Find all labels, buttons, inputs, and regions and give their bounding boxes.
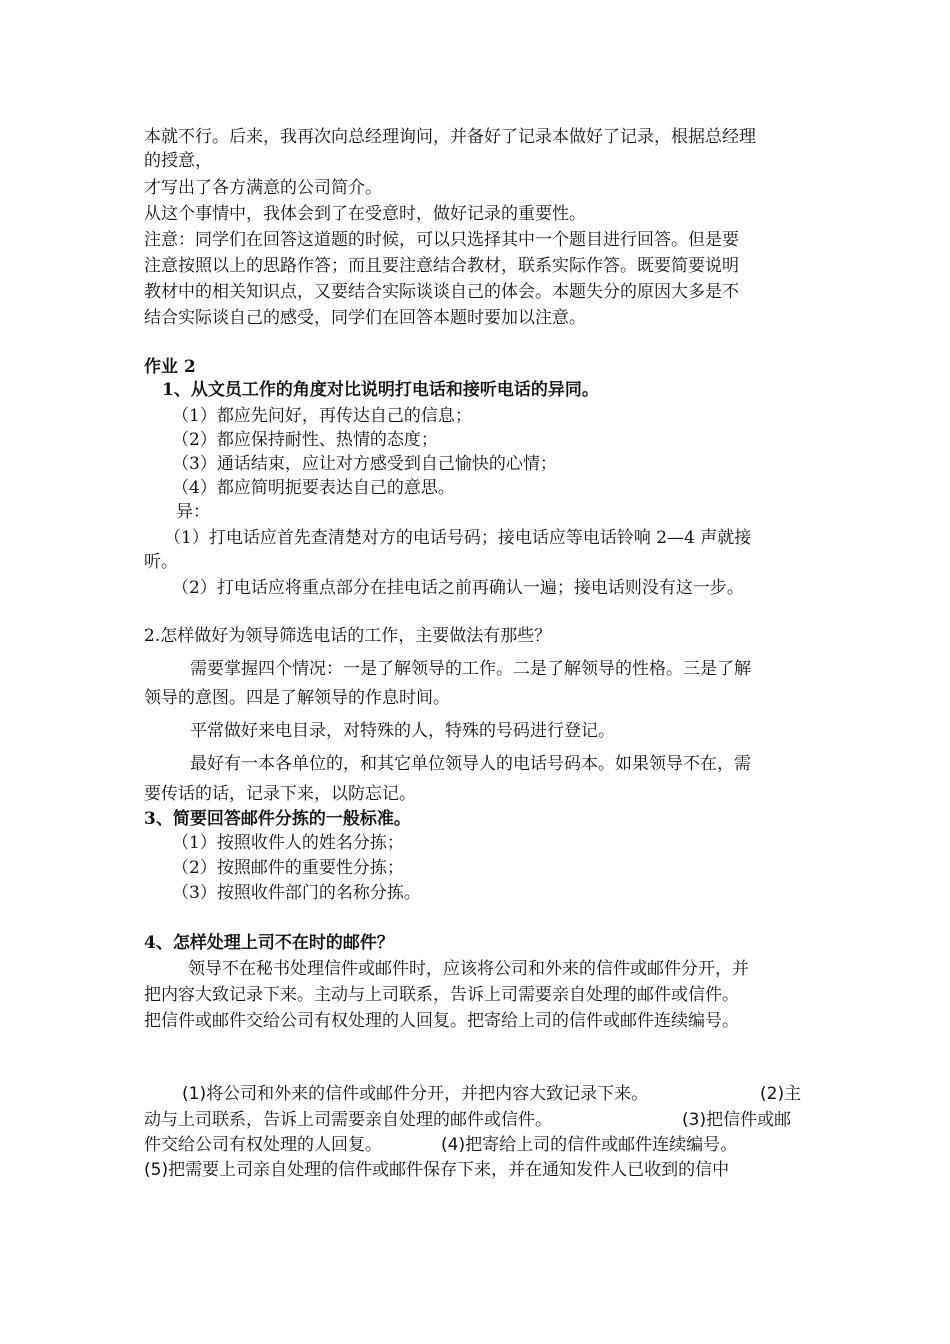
q1-diff-item-2: （2）打电话应将重点部分在挂电话之前再确认一遍；接电话则没有这一步。	[172, 578, 744, 598]
intro-line-1: 本就不行。后来，我再次向总经理询问，并备好了记录本做好了记录，根据总经理	[144, 127, 756, 147]
q2-para-2: 平常做好来电目录，对特殊的人，特殊的号码进行登记。	[190, 721, 615, 741]
q4-step-2-end: 动与上司联系，告诉上司需要亲自处理的邮件或信件。	[144, 1110, 552, 1130]
q2-heading: 2.怎样做好为领导筛选电话的工作，主要做法有那些？	[144, 626, 552, 646]
q2-para-3a: 最好有一本各单位的，和其它单位领导人的电话号码本。如果领导不在，需	[190, 754, 751, 774]
q4-para-1b: 把内容大致记录下来。主动与上司联系，告诉上司需要亲自处理的邮件或信件。	[144, 985, 739, 1005]
q1-same-item-2: （2）都应保持耐性、热情的态度；	[172, 430, 438, 450]
q3-item-3: （3）按照收件部门的名称分拣。	[172, 883, 421, 903]
note-line-2: 注意按照以上的思路作答；而且要注意结合教材，联系实际作答。既要简要说明	[144, 256, 739, 276]
q1-diff-item-1b: 听。	[144, 552, 178, 572]
q4-step-2-text-a: (2)主	[760, 1084, 802, 1104]
section-title-hw2: 作业 2	[144, 357, 196, 377]
q3-item-1: （1）按照收件人的姓名分拣；	[172, 833, 404, 853]
note-line-4: 结合实际谈自己的感受，同学们在回答本题时要加以注意。	[144, 308, 586, 328]
q4-step-3-text-a: (3)把信件或邮	[682, 1110, 792, 1130]
q1-diff-item-1a: （1）打电话应首先查清楚对方的电话号码；接电话应等电话铃响 2—4 声就接	[164, 528, 752, 548]
note-line-3: 教材中的相关知识点，又要结合实际谈谈自己的体会。本题失分的原因大多是不	[144, 282, 739, 302]
q4-step-3-end: 件交给公司有权处理的人回复。	[144, 1135, 382, 1155]
q4-step-3-start	[682, 1108, 791, 1132]
q2-para-1a: 需要掌握四个情况：一是了解领导的工作。二是了解领导的性格。三是了解	[190, 659, 751, 679]
q4-step-2-start	[760, 1082, 801, 1106]
q4-step-1	[182, 1082, 648, 1106]
q4-step-5-text: (5)把需要上司亲自处理的信件或邮件保存下来，并在通知发件人已收到的信中	[144, 1160, 730, 1180]
q4-para-1c: 把信件或邮件交给公司有权处理的人回复。把寄给上司的信件或邮件连续编号。	[144, 1011, 739, 1031]
q1-same-item-1: （1）都应先问好，再传达自己的信息；	[172, 406, 472, 426]
intro-line-4: 从这个事情中，我体会到了在受意时，做好记录的重要性。	[144, 204, 586, 224]
note-line-1: 注意：同学们在回答这道题的时候，可以只选择其中一个题目进行回答。但是要	[144, 230, 739, 250]
q4-para-1a: 领导不在秘书处理信件或邮件时，应该将公司和外来的信件或邮件分开，并	[188, 959, 749, 979]
q4-step-4-text: (4)把寄给上司的信件或邮件连续编号。	[441, 1135, 738, 1155]
q2-para-1b: 领导的意图。四是了解领导的作息时间。	[144, 688, 450, 708]
q4-step-1-text: (1)将公司和外来的信件或邮件分开，并把内容大致记录下来。	[182, 1084, 649, 1104]
q1-same-item-3: （3）通话结束，应让对方感受到自己愉快的心情；	[172, 454, 557, 474]
q1-diff-label: 异：	[176, 502, 210, 522]
q1-same-item-4: （4）都应简明扼要表达自己的意思。	[172, 478, 455, 498]
q3-heading: 3、简要回答邮件分拣的一般标准。	[144, 809, 411, 829]
q4-heading: 4、怎样处理上司不在时的邮件？	[144, 933, 394, 953]
intro-line-3: 才写出了各方满意的公司简介。	[144, 178, 382, 198]
q1-heading: 1、从文员工作的角度对比说明打电话和接听电话的异同。	[162, 380, 599, 400]
q4-step-4	[441, 1133, 737, 1157]
q2-para-3b: 要传话的话，记录下来，以防忘记。	[144, 784, 416, 804]
intro-line-2: 的授意，	[144, 151, 212, 171]
q4-step-5	[144, 1158, 729, 1182]
q3-item-2: （2）按照邮件的重要性分拣；	[172, 858, 404, 878]
